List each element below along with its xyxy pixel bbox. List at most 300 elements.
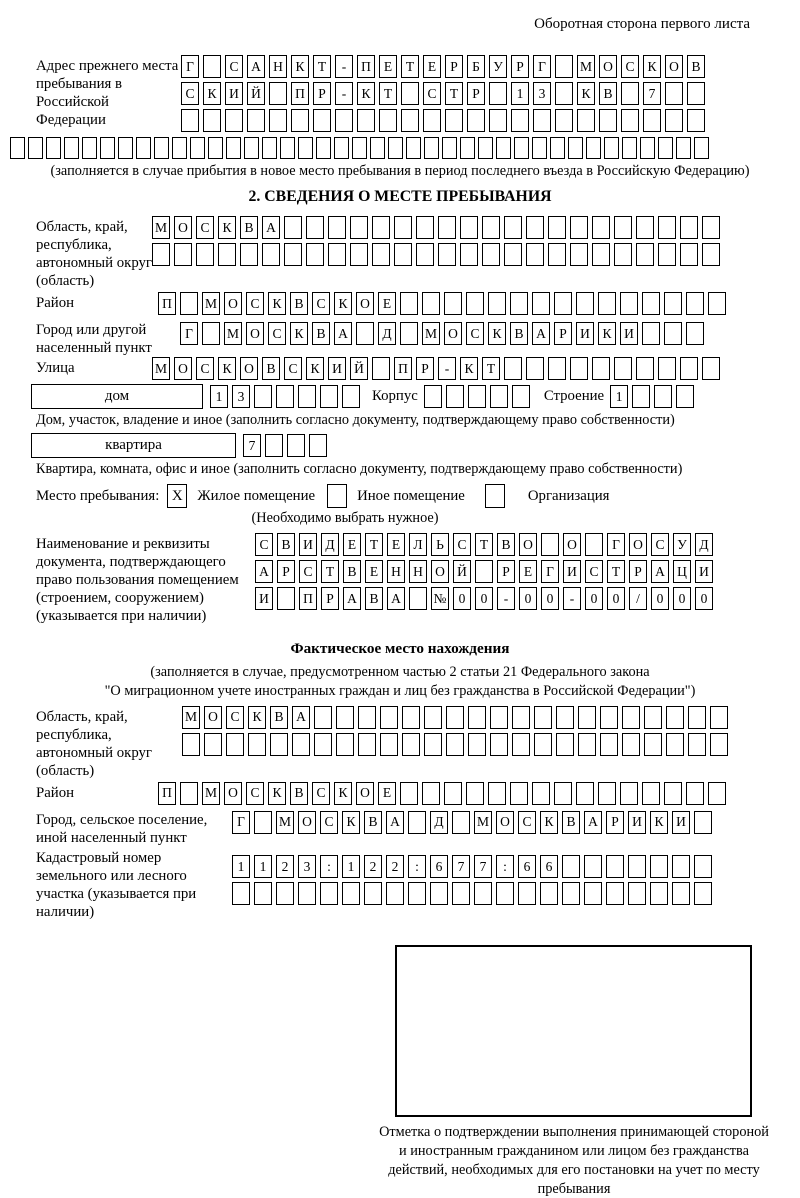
empty-cell[interactable] (686, 322, 704, 345)
empty-cell[interactable] (606, 882, 624, 905)
char-cell[interactable]: Т (365, 533, 383, 556)
empty-cell[interactable] (586, 137, 601, 159)
empty-cell[interactable] (446, 706, 464, 729)
char-cell[interactable]: П (357, 55, 375, 78)
char-cell[interactable]: Р (321, 587, 339, 610)
empty-cell[interactable] (416, 243, 434, 266)
empty-cell[interactable] (600, 706, 618, 729)
empty-cell[interactable] (490, 706, 508, 729)
char-cell[interactable]: Т (321, 560, 339, 583)
empty-cell[interactable] (291, 109, 309, 132)
empty-cell[interactable] (510, 782, 528, 805)
empty-cell[interactable] (416, 216, 434, 239)
char-cell[interactable]: У (489, 55, 507, 78)
char-cell[interactable]: П (299, 587, 317, 610)
char-cell[interactable]: К (218, 357, 236, 380)
empty-cell[interactable] (642, 292, 660, 315)
char-cell[interactable]: / (629, 587, 647, 610)
char-cell[interactable]: М (276, 811, 294, 834)
char-cell[interactable]: Р (511, 55, 529, 78)
char-cell[interactable]: Ц (673, 560, 691, 583)
char-cell[interactable]: И (620, 322, 638, 345)
char-cell[interactable]: А (255, 560, 273, 583)
char-cell[interactable]: А (292, 706, 310, 729)
empty-cell[interactable] (604, 137, 619, 159)
char-cell[interactable]: У (673, 533, 691, 556)
char-cell[interactable]: Й (350, 357, 368, 380)
empty-cell[interactable] (620, 292, 638, 315)
empty-cell[interactable] (687, 82, 705, 105)
empty-cell[interactable] (208, 137, 223, 159)
empty-cell[interactable] (424, 385, 442, 408)
char-cell[interactable]: - (438, 357, 456, 380)
char-cell[interactable]: 1 (210, 385, 228, 408)
empty-cell[interactable] (408, 811, 426, 834)
empty-cell[interactable] (394, 243, 412, 266)
empty-cell[interactable] (555, 82, 573, 105)
char-cell[interactable]: 0 (651, 587, 669, 610)
char-cell[interactable]: О (444, 322, 462, 345)
char-cell[interactable]: 1 (342, 855, 360, 878)
char-cell[interactable]: А (262, 216, 280, 239)
char-cell[interactable]: С (312, 292, 330, 315)
empty-cell[interactable] (350, 243, 368, 266)
char-cell[interactable]: О (224, 782, 242, 805)
char-cell[interactable]: О (563, 533, 581, 556)
empty-cell[interactable] (335, 109, 353, 132)
char-cell[interactable]: А (343, 587, 361, 610)
empty-cell[interactable] (708, 782, 726, 805)
char-cell[interactable]: В (562, 811, 580, 834)
char-cell[interactable]: И (576, 322, 594, 345)
empty-cell[interactable] (658, 137, 673, 159)
char-cell[interactable]: Р (467, 82, 485, 105)
char-cell[interactable]: С (225, 55, 243, 78)
char-cell[interactable]: X (167, 484, 187, 508)
char-cell[interactable]: С (268, 322, 286, 345)
char-cell[interactable]: А (386, 811, 404, 834)
char-cell[interactable]: 7 (474, 855, 492, 878)
empty-cell[interactable] (614, 216, 632, 239)
char-cell[interactable]: Г (232, 811, 250, 834)
empty-cell[interactable] (400, 782, 418, 805)
empty-cell[interactable] (622, 733, 640, 756)
char-cell[interactable]: П (158, 782, 176, 805)
empty-cell[interactable] (510, 292, 528, 315)
empty-cell[interactable] (644, 706, 662, 729)
empty-cell[interactable] (478, 137, 493, 159)
char-cell[interactable]: С (196, 216, 214, 239)
empty-cell[interactable] (550, 137, 565, 159)
char-cell[interactable]: Т (475, 533, 493, 556)
empty-cell[interactable] (309, 434, 327, 457)
char-cell[interactable]: В (510, 322, 528, 345)
empty-cell[interactable] (576, 292, 594, 315)
char-cell[interactable]: К (650, 811, 668, 834)
empty-cell[interactable] (438, 243, 456, 266)
empty-cell[interactable] (466, 292, 484, 315)
char-cell[interactable]: 6 (518, 855, 536, 878)
empty-cell[interactable] (680, 243, 698, 266)
char-cell[interactable]: Ь (431, 533, 449, 556)
empty-cell[interactable] (190, 137, 205, 159)
empty-cell[interactable] (665, 82, 683, 105)
empty-cell[interactable] (622, 706, 640, 729)
char-cell[interactable]: Е (387, 533, 405, 556)
empty-cell[interactable] (204, 733, 222, 756)
char-cell[interactable]: П (158, 292, 176, 315)
empty-cell[interactable] (298, 137, 313, 159)
empty-cell[interactable] (468, 385, 486, 408)
empty-cell[interactable] (284, 243, 302, 266)
char-cell[interactable]: И (695, 560, 713, 583)
empty-cell[interactable] (314, 733, 332, 756)
empty-cell[interactable] (658, 357, 676, 380)
empty-cell[interactable] (174, 243, 192, 266)
char-cell[interactable]: О (246, 322, 264, 345)
empty-cell[interactable] (64, 137, 79, 159)
empty-cell[interactable] (526, 216, 544, 239)
empty-cell[interactable] (254, 385, 272, 408)
empty-cell[interactable] (640, 137, 655, 159)
empty-cell[interactable] (380, 706, 398, 729)
empty-cell[interactable] (576, 782, 594, 805)
empty-cell[interactable] (592, 243, 610, 266)
char-cell[interactable]: - (563, 587, 581, 610)
char-cell[interactable]: В (277, 533, 295, 556)
char-cell[interactable]: Д (695, 533, 713, 556)
empty-cell[interactable] (467, 109, 485, 132)
empty-cell[interactable] (357, 109, 375, 132)
char-cell[interactable]: К (291, 55, 309, 78)
char-cell[interactable]: О (298, 811, 316, 834)
empty-cell[interactable] (578, 706, 596, 729)
char-cell[interactable]: К (488, 322, 506, 345)
char-cell[interactable]: В (270, 706, 288, 729)
empty-cell[interactable] (687, 109, 705, 132)
empty-cell[interactable] (334, 137, 349, 159)
empty-cell[interactable] (532, 137, 547, 159)
empty-cell[interactable] (694, 811, 712, 834)
empty-cell[interactable] (336, 706, 354, 729)
char-cell[interactable]: А (584, 811, 602, 834)
empty-cell[interactable] (225, 109, 243, 132)
char-cell[interactable]: Б (467, 55, 485, 78)
empty-cell[interactable] (424, 706, 442, 729)
char-cell[interactable]: С (518, 811, 536, 834)
char-cell[interactable]: : (408, 855, 426, 878)
empty-cell[interactable] (406, 137, 421, 159)
empty-cell[interactable] (592, 216, 610, 239)
char-cell[interactable]: О (240, 357, 258, 380)
empty-cell[interactable] (632, 385, 650, 408)
empty-cell[interactable] (488, 292, 506, 315)
empty-cell[interactable] (534, 706, 552, 729)
empty-cell[interactable] (600, 733, 618, 756)
char-cell[interactable]: Т (379, 82, 397, 105)
char-cell[interactable]: Н (409, 560, 427, 583)
empty-cell[interactable] (504, 216, 522, 239)
empty-cell[interactable] (512, 733, 530, 756)
empty-cell[interactable] (400, 322, 418, 345)
char-cell[interactable]: М (152, 357, 170, 380)
char-cell[interactable]: 1 (232, 855, 250, 878)
empty-cell[interactable] (710, 706, 728, 729)
empty-cell[interactable] (654, 385, 672, 408)
empty-cell[interactable] (388, 137, 403, 159)
empty-cell[interactable] (316, 137, 331, 159)
empty-cell[interactable] (379, 109, 397, 132)
char-cell[interactable]: В (290, 782, 308, 805)
char-cell[interactable]: : (320, 855, 338, 878)
empty-cell[interactable] (276, 385, 294, 408)
char-cell[interactable]: В (262, 357, 280, 380)
empty-cell[interactable] (240, 243, 258, 266)
empty-cell[interactable] (180, 782, 198, 805)
char-cell[interactable]: - (497, 587, 515, 610)
char-cell[interactable]: О (629, 533, 647, 556)
empty-cell[interactable] (598, 292, 616, 315)
empty-cell[interactable] (621, 82, 639, 105)
char-cell[interactable]: Р (629, 560, 647, 583)
empty-cell[interactable] (688, 733, 706, 756)
char-cell[interactable]: М (152, 216, 170, 239)
char-cell[interactable]: С (621, 55, 639, 78)
char-cell[interactable]: Г (181, 55, 199, 78)
char-cell[interactable]: Р (445, 55, 463, 78)
char-cell[interactable]: М (422, 322, 440, 345)
empty-cell[interactable] (248, 733, 266, 756)
char-cell[interactable]: К (460, 357, 478, 380)
char-cell[interactable]: - (335, 82, 353, 105)
empty-cell[interactable] (482, 216, 500, 239)
empty-cell[interactable] (358, 733, 376, 756)
char-cell[interactable]: К (643, 55, 661, 78)
empty-cell[interactable] (672, 882, 690, 905)
empty-cell[interactable] (328, 243, 346, 266)
empty-cell[interactable] (287, 434, 305, 457)
empty-cell[interactable] (570, 216, 588, 239)
empty-cell[interactable] (327, 484, 347, 508)
empty-cell[interactable] (313, 109, 331, 132)
empty-cell[interactable] (314, 706, 332, 729)
empty-cell[interactable] (490, 733, 508, 756)
char-cell[interactable]: С (284, 357, 302, 380)
empty-cell[interactable] (710, 733, 728, 756)
empty-cell[interactable] (203, 109, 221, 132)
empty-cell[interactable] (496, 882, 514, 905)
empty-cell[interactable] (702, 357, 720, 380)
char-cell[interactable]: Т (482, 357, 500, 380)
empty-cell[interactable] (694, 855, 712, 878)
char-cell[interactable]: К (334, 782, 352, 805)
char-cell[interactable]: Е (423, 55, 441, 78)
empty-cell[interactable] (466, 782, 484, 805)
empty-cell[interactable] (292, 733, 310, 756)
char-cell[interactable]: Е (378, 782, 396, 805)
empty-cell[interactable] (422, 782, 440, 805)
char-cell[interactable]: К (598, 322, 616, 345)
empty-cell[interactable] (512, 385, 530, 408)
empty-cell[interactable] (489, 109, 507, 132)
empty-cell[interactable] (262, 243, 280, 266)
empty-cell[interactable] (475, 560, 493, 583)
char-cell[interactable]: С (246, 292, 264, 315)
empty-cell[interactable] (298, 385, 316, 408)
empty-cell[interactable] (446, 733, 464, 756)
char-cell[interactable]: К (357, 82, 375, 105)
empty-cell[interactable] (488, 782, 506, 805)
char-cell[interactable]: : (496, 855, 514, 878)
empty-cell[interactable] (284, 216, 302, 239)
char-cell[interactable]: В (365, 587, 383, 610)
empty-cell[interactable] (306, 216, 324, 239)
char-cell[interactable]: Е (378, 292, 396, 315)
empty-cell[interactable] (445, 109, 463, 132)
char-cell[interactable]: И (225, 82, 243, 105)
char-cell[interactable]: Т (401, 55, 419, 78)
empty-cell[interactable] (336, 733, 354, 756)
char-cell[interactable]: Е (519, 560, 537, 583)
empty-cell[interactable] (548, 243, 566, 266)
char-cell[interactable]: Й (453, 560, 471, 583)
char-cell[interactable]: И (628, 811, 646, 834)
empty-cell[interactable] (401, 109, 419, 132)
empty-cell[interactable] (642, 322, 660, 345)
char-cell[interactable]: О (431, 560, 449, 583)
char-cell[interactable]: С (320, 811, 338, 834)
char-cell[interactable]: 3 (232, 385, 250, 408)
char-cell[interactable]: К (334, 292, 352, 315)
empty-cell[interactable] (172, 137, 187, 159)
empty-cell[interactable] (636, 216, 654, 239)
char-cell[interactable]: Н (387, 560, 405, 583)
char-cell[interactable]: О (224, 292, 242, 315)
empty-cell[interactable] (247, 109, 265, 132)
empty-cell[interactable] (562, 855, 580, 878)
empty-cell[interactable] (402, 706, 420, 729)
empty-cell[interactable] (270, 733, 288, 756)
empty-cell[interactable] (203, 55, 221, 78)
char-cell[interactable]: Е (365, 560, 383, 583)
empty-cell[interactable] (356, 322, 374, 345)
char-cell[interactable]: М (474, 811, 492, 834)
empty-cell[interactable] (548, 357, 566, 380)
char-cell[interactable]: Г (533, 55, 551, 78)
empty-cell[interactable] (136, 137, 151, 159)
char-cell[interactable]: 7 (243, 434, 261, 457)
empty-cell[interactable] (424, 137, 439, 159)
empty-cell[interactable] (280, 137, 295, 159)
char-cell[interactable]: В (599, 82, 617, 105)
char-cell[interactable]: С (312, 782, 330, 805)
empty-cell[interactable] (570, 243, 588, 266)
empty-cell[interactable] (380, 733, 398, 756)
char-cell[interactable]: К (268, 292, 286, 315)
empty-cell[interactable] (358, 706, 376, 729)
char-cell[interactable]: С (246, 782, 264, 805)
empty-cell[interactable] (460, 216, 478, 239)
empty-cell[interactable] (408, 882, 426, 905)
empty-cell[interactable] (452, 811, 470, 834)
char-cell[interactable]: Д (430, 811, 448, 834)
char-cell[interactable]: И (328, 357, 346, 380)
empty-cell[interactable] (372, 243, 390, 266)
char-cell[interactable]: Т (607, 560, 625, 583)
empty-cell[interactable] (644, 733, 662, 756)
empty-cell[interactable] (532, 782, 550, 805)
empty-cell[interactable] (554, 292, 572, 315)
char-cell[interactable]: И (255, 587, 273, 610)
empty-cell[interactable] (254, 811, 272, 834)
empty-cell[interactable] (452, 882, 470, 905)
char-cell[interactable]: 2 (386, 855, 404, 878)
char-cell[interactable]: - (335, 55, 353, 78)
empty-cell[interactable] (666, 706, 684, 729)
char-cell[interactable]: 1 (511, 82, 529, 105)
empty-cell[interactable] (676, 385, 694, 408)
empty-cell[interactable] (460, 137, 475, 159)
empty-cell[interactable] (306, 243, 324, 266)
empty-cell[interactable] (650, 855, 668, 878)
empty-cell[interactable] (269, 109, 287, 132)
residential-checkbox[interactable] (167, 484, 187, 508)
char-cell[interactable]: В (240, 216, 258, 239)
char-cell[interactable]: С (255, 533, 273, 556)
empty-cell[interactable] (555, 109, 573, 132)
empty-cell[interactable] (541, 533, 559, 556)
char-cell[interactable]: 7 (452, 855, 470, 878)
empty-cell[interactable] (402, 733, 420, 756)
char-cell[interactable]: № (431, 587, 449, 610)
char-cell[interactable]: Р (497, 560, 515, 583)
char-cell[interactable]: О (356, 782, 374, 805)
empty-cell[interactable] (482, 243, 500, 266)
char-cell[interactable]: И (672, 811, 690, 834)
char-cell[interactable]: П (394, 357, 412, 380)
empty-cell[interactable] (584, 882, 602, 905)
empty-cell[interactable] (555, 55, 573, 78)
char-cell[interactable]: Е (343, 533, 361, 556)
char-cell[interactable]: О (599, 55, 617, 78)
empty-cell[interactable] (468, 733, 486, 756)
empty-cell[interactable] (364, 882, 382, 905)
char-cell[interactable]: 2 (364, 855, 382, 878)
char-cell[interactable]: С (466, 322, 484, 345)
empty-cell[interactable] (180, 292, 198, 315)
char-cell[interactable]: 6 (430, 855, 448, 878)
char-cell[interactable]: К (203, 82, 221, 105)
empty-cell[interactable] (628, 855, 646, 878)
empty-cell[interactable] (28, 137, 43, 159)
empty-cell[interactable] (636, 243, 654, 266)
empty-cell[interactable] (556, 733, 574, 756)
char-cell[interactable]: М (224, 322, 242, 345)
empty-cell[interactable] (650, 882, 668, 905)
empty-cell[interactable] (372, 216, 390, 239)
empty-cell[interactable] (182, 733, 200, 756)
char-cell[interactable]: С (299, 560, 317, 583)
char-cell[interactable]: И (563, 560, 581, 583)
empty-cell[interactable] (688, 706, 706, 729)
char-cell[interactable]: В (497, 533, 515, 556)
char-cell[interactable]: В (290, 292, 308, 315)
empty-cell[interactable] (46, 137, 61, 159)
char-cell[interactable]: М (202, 782, 220, 805)
empty-cell[interactable] (584, 855, 602, 878)
empty-cell[interactable] (636, 357, 654, 380)
empty-cell[interactable] (540, 882, 558, 905)
